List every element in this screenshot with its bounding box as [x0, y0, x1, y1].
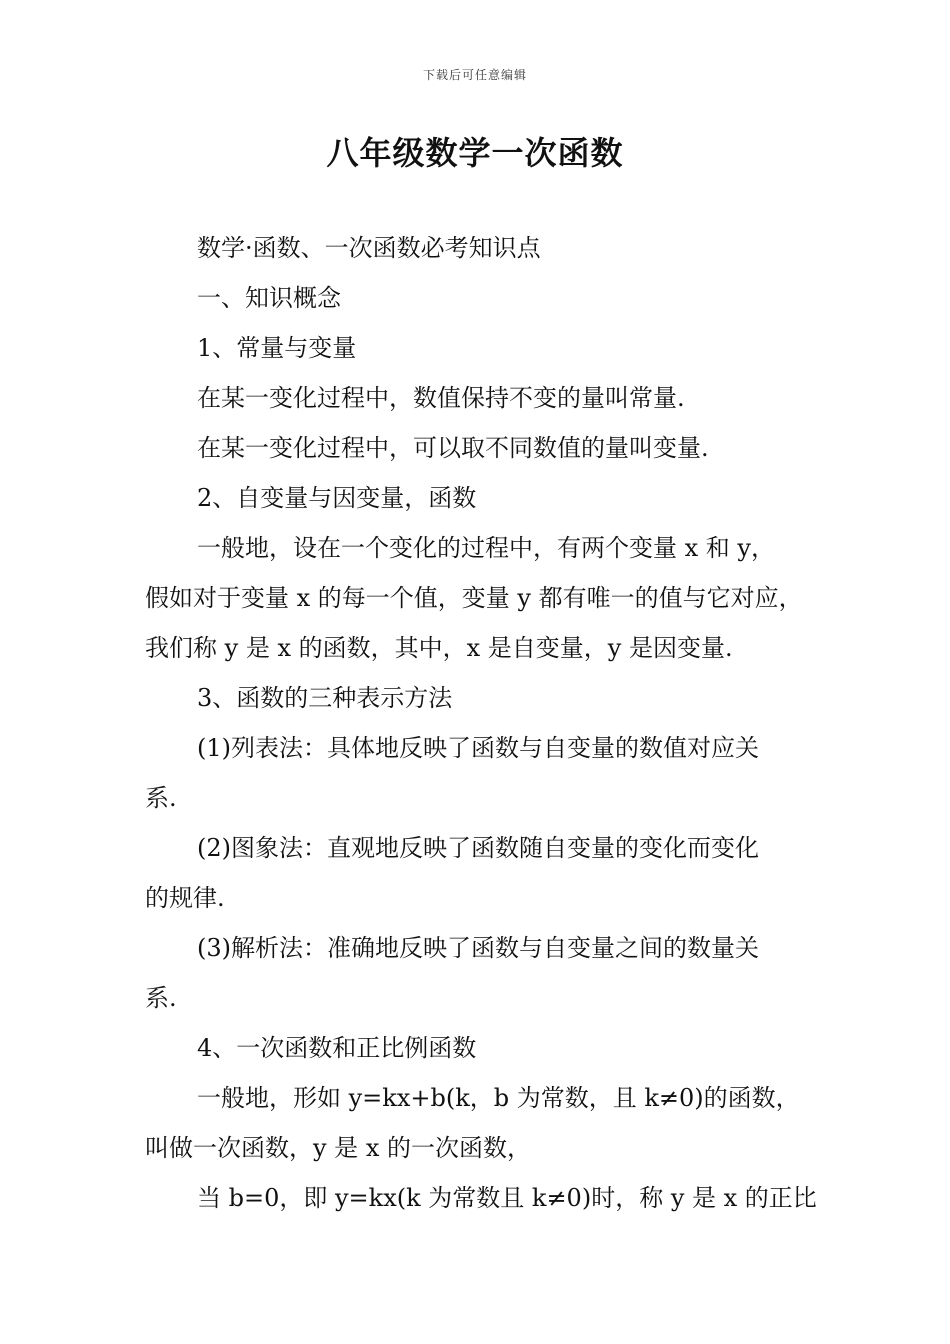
text-line: 一般地，形如 y=kx+b(k，b 为常数，且 k≠0)的函数，: [197, 1084, 800, 1112]
text-line: 系.: [145, 984, 177, 1012]
subsection-heading: 1、常量与变量: [197, 334, 357, 362]
text-line: 我们称 y 是 x 的函数，其中，x 是自变量，y 是因变量.: [145, 634, 733, 662]
subsection-heading: 2、自变量与因变量，函数: [197, 484, 477, 512]
text-line: 叫做一次函数，y 是 x 的一次函数，: [145, 1134, 531, 1162]
text-line: 的规律.: [145, 884, 225, 912]
text-line: 假如对于变量 x 的每一个值，变量 y 都有唯一的值与它对应，: [145, 584, 803, 612]
subsection-heading: 3、函数的三种表示方法: [197, 684, 453, 712]
page-title: 八年级数学一次函数: [326, 134, 624, 172]
subsection-heading: 4、一次函数和正比例函数: [197, 1034, 477, 1062]
text-line: (3)解析法：准确地反映了函数与自变量之间的数量关: [197, 934, 759, 962]
text-line: 在某一变化过程中，数值保持不变的量叫常量.: [197, 384, 685, 412]
section-heading: 一、知识概念: [197, 284, 341, 312]
body-text: [145, 223, 817, 1223]
header-note: 下载后可任意编辑: [422, 68, 527, 82]
text-line: (2)图象法：直观地反映了函数随自变量的变化而变化: [197, 834, 759, 862]
text-line: 一般地，设在一个变化的过程中，有两个变量 x 和 y，: [197, 534, 775, 562]
text-line: 数学·函数、一次函数必考知识点: [197, 234, 541, 262]
text-line: 在某一变化过程中，可以取不同数值的量叫变量.: [197, 434, 709, 462]
text-line: (1)列表法：具体地反映了函数与自变量的数值对应关: [197, 734, 759, 762]
text-line: 当 b=0，即 y=kx(k 为常数且 k≠0)时，称 y 是 x 的正比: [197, 1184, 817, 1212]
text-line: 系.: [145, 784, 177, 812]
